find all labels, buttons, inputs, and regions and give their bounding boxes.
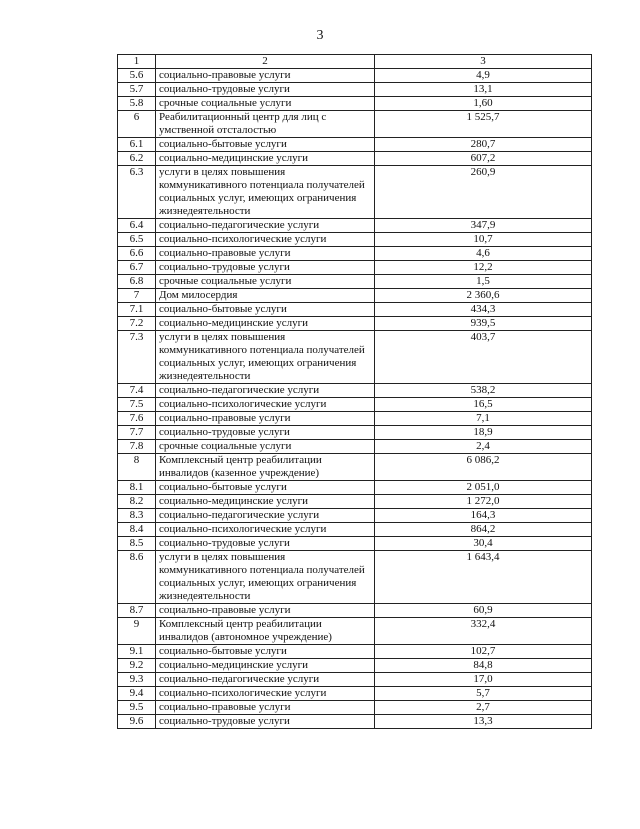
column-header-1: 1: [118, 55, 156, 69]
row-value: 60,9: [375, 604, 592, 618]
table-row: [118, 481, 592, 495]
row-number: 5.8: [118, 97, 156, 111]
table-row: [118, 261, 592, 275]
table-row: [118, 659, 592, 673]
row-value: 13,3: [375, 715, 592, 729]
row-value: 4,6: [375, 247, 592, 261]
table-row: [118, 673, 592, 687]
table-row: [118, 111, 592, 138]
row-value: 1 525,7: [375, 111, 592, 138]
row-number: 8.5: [118, 537, 156, 551]
row-name: социально-медицинские услуги: [156, 152, 375, 166]
row-name: социально-бытовые услуги: [156, 481, 375, 495]
row-name: социально-педагогические услуги: [156, 509, 375, 523]
row-name: социально-педагогические услуги: [156, 219, 375, 233]
row-value: 2 051,0: [375, 481, 592, 495]
row-value: 84,8: [375, 659, 592, 673]
row-number: 7.1: [118, 303, 156, 317]
row-name: социально-психологические услуги: [156, 233, 375, 247]
page-number: 3: [316, 28, 324, 43]
row-value: 7,1: [375, 412, 592, 426]
row-name: социально-трудовые услуги: [156, 261, 375, 275]
row-value: 102,7: [375, 645, 592, 659]
row-number: 8.7: [118, 604, 156, 618]
row-number: 6: [118, 111, 156, 138]
row-name: Комплексный центр реабилитации инвалидов (казенное учреждение): [156, 454, 375, 481]
row-name: социально-правовые услуги: [156, 69, 375, 83]
row-name: социально-правовые услуги: [156, 701, 375, 715]
table-row: [118, 384, 592, 398]
row-name: социально-педагогические услуги: [156, 673, 375, 687]
row-value: 280,7: [375, 138, 592, 152]
row-name: услуги в целях повышения коммуникативного потенциала получателей социальных услуг, имеющих ограничения жизнедеятельности: [156, 166, 375, 219]
table-row: [118, 495, 592, 509]
table-row: [118, 454, 592, 481]
row-name: социально-трудовые услуги: [156, 715, 375, 729]
row-number: 6.3: [118, 166, 156, 219]
row-number: 8.2: [118, 495, 156, 509]
table-row: [118, 701, 592, 715]
row-number: 9.5: [118, 701, 156, 715]
services-table: [117, 54, 592, 729]
row-number: 7.4: [118, 384, 156, 398]
row-number: 9.2: [118, 659, 156, 673]
row-value: 434,3: [375, 303, 592, 317]
row-value: 164,3: [375, 509, 592, 523]
row-value: 538,2: [375, 384, 592, 398]
row-name: срочные социальные услуги: [156, 440, 375, 454]
row-value: 18,9: [375, 426, 592, 440]
row-number: 7: [118, 289, 156, 303]
row-name: социально-психологические услуги: [156, 398, 375, 412]
row-number: 9: [118, 618, 156, 645]
row-number: 9.1: [118, 645, 156, 659]
row-value: 4,9: [375, 69, 592, 83]
row-name: социально-правовые услуги: [156, 604, 375, 618]
row-number: 7.3: [118, 331, 156, 384]
table-row: [118, 412, 592, 426]
row-value: 1 272,0: [375, 495, 592, 509]
row-value: 939,5: [375, 317, 592, 331]
row-name: социально-медицинские услуги: [156, 495, 375, 509]
table-row: [118, 426, 592, 440]
row-name: социально-трудовые услуги: [156, 83, 375, 97]
row-number: 6.8: [118, 275, 156, 289]
row-value: 260,9: [375, 166, 592, 219]
row-number: 7.8: [118, 440, 156, 454]
row-number: 8: [118, 454, 156, 481]
table-row: [118, 219, 592, 233]
row-name: социально-педагогические услуги: [156, 384, 375, 398]
row-name: социально-психологические услуги: [156, 523, 375, 537]
table-row: [118, 233, 592, 247]
row-name: Комплексный центр реабилитации инвалидов (автономное учреждение): [156, 618, 375, 645]
row-value: 5,7: [375, 687, 592, 701]
table-row: [118, 715, 592, 729]
row-name: срочные социальные услуги: [156, 97, 375, 111]
row-number: 5.7: [118, 83, 156, 97]
table-row: [118, 166, 592, 219]
column-header-2: 2: [156, 55, 375, 69]
row-value: 1,5: [375, 275, 592, 289]
row-number: 6.2: [118, 152, 156, 166]
row-value: 10,7: [375, 233, 592, 247]
row-name: Дом милосердия: [156, 289, 375, 303]
row-value: 332,4: [375, 618, 592, 645]
row-value: 6 086,2: [375, 454, 592, 481]
row-value: 347,9: [375, 219, 592, 233]
table-body: [118, 69, 592, 729]
row-value: 1 643,4: [375, 551, 592, 604]
row-value: 17,0: [375, 673, 592, 687]
row-number: 7.5: [118, 398, 156, 412]
row-name: социально-психологические услуги: [156, 687, 375, 701]
table-row: [118, 275, 592, 289]
row-name: социально-трудовые услуги: [156, 426, 375, 440]
row-value: 1,60: [375, 97, 592, 111]
table-row: [118, 440, 592, 454]
table-row: [118, 303, 592, 317]
row-number: 8.1: [118, 481, 156, 495]
row-number: 6.5: [118, 233, 156, 247]
table-row: [118, 331, 592, 384]
row-value: 2,4: [375, 440, 592, 454]
table-row: [118, 97, 592, 111]
table-row: [118, 152, 592, 166]
row-name: социально-трудовые услуги: [156, 537, 375, 551]
table-row: [118, 398, 592, 412]
table-row: [118, 604, 592, 618]
row-name: социально-правовые услуги: [156, 412, 375, 426]
row-number: 7.7: [118, 426, 156, 440]
row-name: социально-медицинские услуги: [156, 317, 375, 331]
row-name: социально-бытовые услуги: [156, 138, 375, 152]
row-number: 7.6: [118, 412, 156, 426]
row-number: 7.2: [118, 317, 156, 331]
table-header-row: [118, 55, 592, 69]
row-value: 13,1: [375, 83, 592, 97]
table-row: [118, 317, 592, 331]
row-name: Реабилитационный центр для лиц с умственной отсталостью: [156, 111, 375, 138]
row-number: 6.4: [118, 219, 156, 233]
row-number: 8.4: [118, 523, 156, 537]
table-row: [118, 645, 592, 659]
row-number: 6.6: [118, 247, 156, 261]
table-row: [118, 509, 592, 523]
table-row: [118, 69, 592, 83]
row-name: социально-медицинские услуги: [156, 659, 375, 673]
row-name: услуги в целях повышения коммуникативного потенциала получателей социальных услуг, имеющих ограничения жизнедеятельности: [156, 551, 375, 604]
row-value: 403,7: [375, 331, 592, 384]
row-value: 12,2: [375, 261, 592, 275]
table-row: [118, 618, 592, 645]
row-number: 9.6: [118, 715, 156, 729]
row-number: 9.3: [118, 673, 156, 687]
column-header-3: 3: [375, 55, 592, 69]
row-number: 8.6: [118, 551, 156, 604]
table-row: [118, 687, 592, 701]
table-row: [118, 83, 592, 97]
table-row: [118, 537, 592, 551]
row-value: 607,2: [375, 152, 592, 166]
row-number: 6.7: [118, 261, 156, 275]
row-value: 2,7: [375, 701, 592, 715]
row-value: 16,5: [375, 398, 592, 412]
row-number: 9.4: [118, 687, 156, 701]
row-name: срочные социальные услуги: [156, 275, 375, 289]
table-row: [118, 247, 592, 261]
row-number: 5.6: [118, 69, 156, 83]
row-name: социально-правовые услуги: [156, 247, 375, 261]
table-row: [118, 523, 592, 537]
table-row: [118, 138, 592, 152]
row-value: 864,2: [375, 523, 592, 537]
table-row: [118, 551, 592, 604]
row-name: услуги в целях повышения коммуникативного потенциала получателей социальных услуг, имеющих ограничения жизнедеятельности: [156, 331, 375, 384]
row-number: 6.1: [118, 138, 156, 152]
row-name: социально-бытовые услуги: [156, 645, 375, 659]
row-number: 8.3: [118, 509, 156, 523]
row-value: 2 360,6: [375, 289, 592, 303]
row-value: 30,4: [375, 537, 592, 551]
row-name: социально-бытовые услуги: [156, 303, 375, 317]
table-row: [118, 289, 592, 303]
